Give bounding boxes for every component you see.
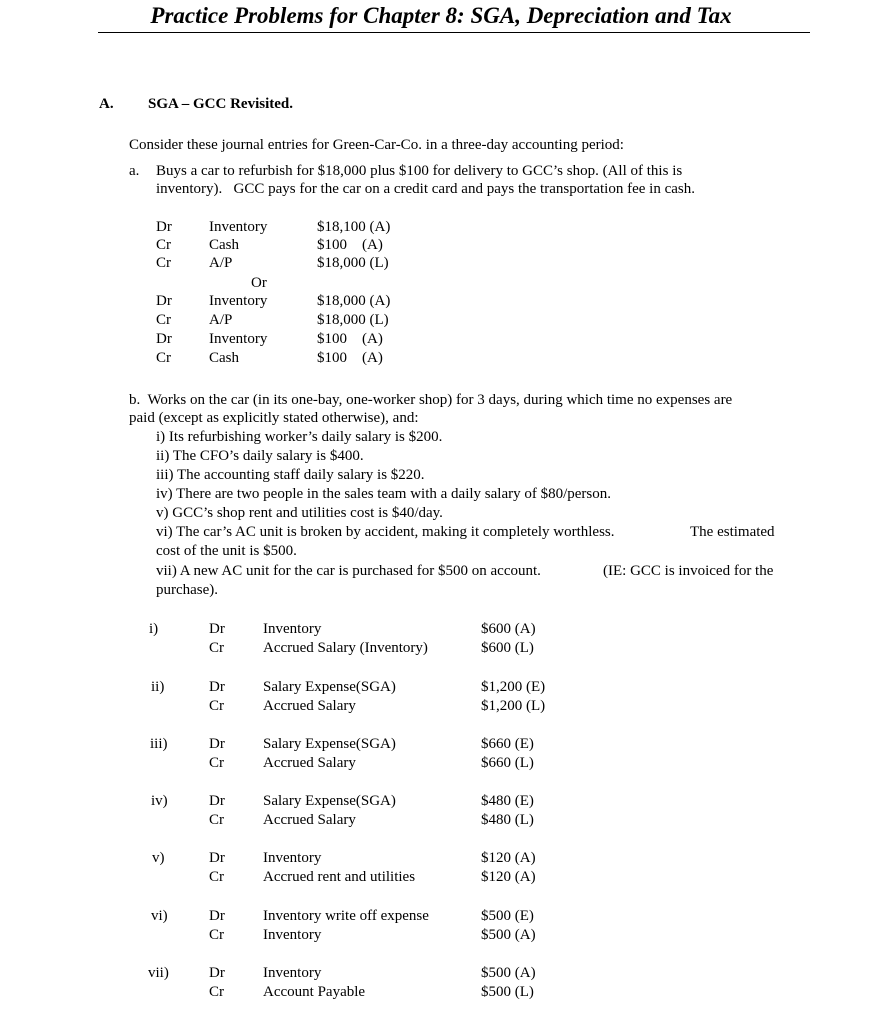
amount: $500 (E) (481, 908, 534, 924)
account-name: Inventory (209, 219, 268, 235)
amount: $500 (A) (481, 965, 536, 981)
amount: $100 (A) (317, 350, 383, 366)
drcr-label: Dr (209, 908, 225, 924)
answer-label: i) (149, 621, 159, 637)
answer-label: v) (152, 850, 165, 866)
part-b-item-6: vi) The car’s AC unit is broken by accident, making it completely worthless. (156, 524, 615, 540)
drcr-label: Dr (209, 850, 225, 866)
amount: $100 (A) (317, 331, 383, 347)
drcr-label: Dr (209, 793, 225, 809)
account-name: Accrued rent and utilities (263, 869, 416, 885)
part-b-line-1: b. Works on the car (in its one-bay, one-worker shop) for 3 days, during which time no expenses are (129, 392, 733, 408)
amount: $1,200 (E) (481, 679, 546, 695)
amount: $1,200 (L) (481, 698, 546, 714)
account-name: Salary Expense(SGA) (263, 793, 396, 809)
drcr-label: Dr (156, 219, 172, 235)
drcr-label: Dr (156, 293, 172, 309)
account-name: A/P (209, 255, 233, 271)
or-label: Or (251, 275, 267, 291)
drcr-label: Cr (156, 350, 171, 366)
page-title: Practice Problems for Chapter 8: SGA, Depreciation and Tax (150, 3, 732, 28)
amount: $660 (L) (481, 755, 534, 771)
intro-text: Consider these journal entries for Green-Car-Co. in a three-day accounting period: (129, 137, 624, 153)
answer-label: vii) (148, 965, 169, 981)
part-b-item-7-line-2: purchase). (156, 582, 219, 598)
drcr-label: Cr (156, 237, 171, 253)
amount: $600 (A) (481, 621, 536, 637)
account-name: Accrued Salary (Inventory) (263, 640, 428, 656)
drcr-label: Dr (209, 679, 225, 695)
drcr-label: Cr (209, 927, 224, 943)
part-b-item: iv) There are two people in the sales team with a daily salary of $80/person. (156, 486, 611, 502)
account-name: Inventory (209, 293, 268, 309)
part-b-item: ii) The CFO’s daily salary is $400. (156, 448, 364, 464)
account-name: Inventory (263, 621, 322, 637)
account-name: A/P (209, 312, 233, 328)
section-letter: A. (99, 96, 114, 112)
drcr-label: Cr (156, 312, 171, 328)
part-a-line-2: inventory). GCC pays for the car on a credit card and pays the transportation fee in cash. (156, 181, 695, 197)
amount: $18,100 (A) (317, 219, 391, 235)
part-b-item-6-cont: The estimated (690, 524, 775, 540)
drcr-label: Cr (209, 640, 224, 656)
drcr-label: Cr (156, 255, 171, 271)
amount: $660 (E) (481, 736, 534, 752)
part-a-label: a. (129, 163, 140, 179)
amount: $600 (L) (481, 640, 534, 656)
account-name: Accrued Salary (263, 812, 356, 828)
account-name: Salary Expense(SGA) (263, 679, 396, 695)
part-b-item-7: vii) A new AC unit for the car is purchased for $500 on account. (156, 563, 541, 579)
part-b-item: v) GCC’s shop rent and utilities cost is $40/day. (156, 505, 443, 521)
answer-label: iii) (150, 736, 168, 752)
part-a-line-1: Buys a car to refurbish for $18,000 plus $100 for delivery to GCC’s shop. (All of this is (156, 163, 683, 179)
amount: $500 (L) (481, 984, 534, 1000)
drcr-label: Cr (209, 698, 224, 714)
amount: $120 (A) (481, 850, 536, 866)
account-name: Account Payable (263, 984, 366, 1000)
drcr-label: Dr (209, 736, 225, 752)
title-underline (98, 32, 810, 33)
section-title: SGA – GCC Revisited. (148, 96, 294, 112)
drcr-label: Cr (209, 869, 224, 885)
account-name: Inventory (209, 331, 268, 347)
account-name: Accrued Salary (263, 755, 356, 771)
part-b-item-6-line-2: cost of the unit is $500. (156, 543, 297, 559)
amount: $18,000 (L) (317, 255, 389, 271)
account-name: Salary Expense(SGA) (263, 736, 396, 752)
drcr-label: Dr (156, 331, 172, 347)
account-name: Cash (209, 350, 239, 366)
part-b-item: iii) The accounting staff daily salary is $220. (156, 467, 425, 483)
drcr-label: Cr (209, 812, 224, 828)
answer-label: ii) (151, 679, 165, 695)
amount: $480 (E) (481, 793, 534, 809)
answer-label: vi) (151, 908, 168, 924)
account-name: Cash (209, 237, 239, 253)
drcr-label: Dr (209, 621, 225, 637)
part-b-item-7-cont: (IE: GCC is invoiced for the (603, 563, 774, 579)
amount: $500 (A) (481, 927, 536, 943)
amount: $100 (A) (317, 237, 383, 253)
part-b-item: i) Its refurbishing worker’s daily salary is $200. (156, 429, 443, 445)
amount: $18,000 (L) (317, 312, 389, 328)
part-b-line-2: paid (except as explicitly stated otherwise), and: (129, 410, 419, 426)
drcr-label: Cr (209, 984, 224, 1000)
account-name: Inventory write off expense (263, 908, 429, 924)
account-name: Accrued Salary (263, 698, 356, 714)
account-name: Inventory (263, 965, 322, 981)
drcr-label: Cr (209, 755, 224, 771)
amount: $120 (A) (481, 869, 536, 885)
drcr-label: Dr (209, 965, 225, 981)
account-name: Inventory (263, 927, 322, 943)
account-name: Inventory (263, 850, 322, 866)
answer-label: iv) (151, 793, 168, 809)
amount: $18,000 (A) (317, 293, 391, 309)
amount: $480 (L) (481, 812, 534, 828)
